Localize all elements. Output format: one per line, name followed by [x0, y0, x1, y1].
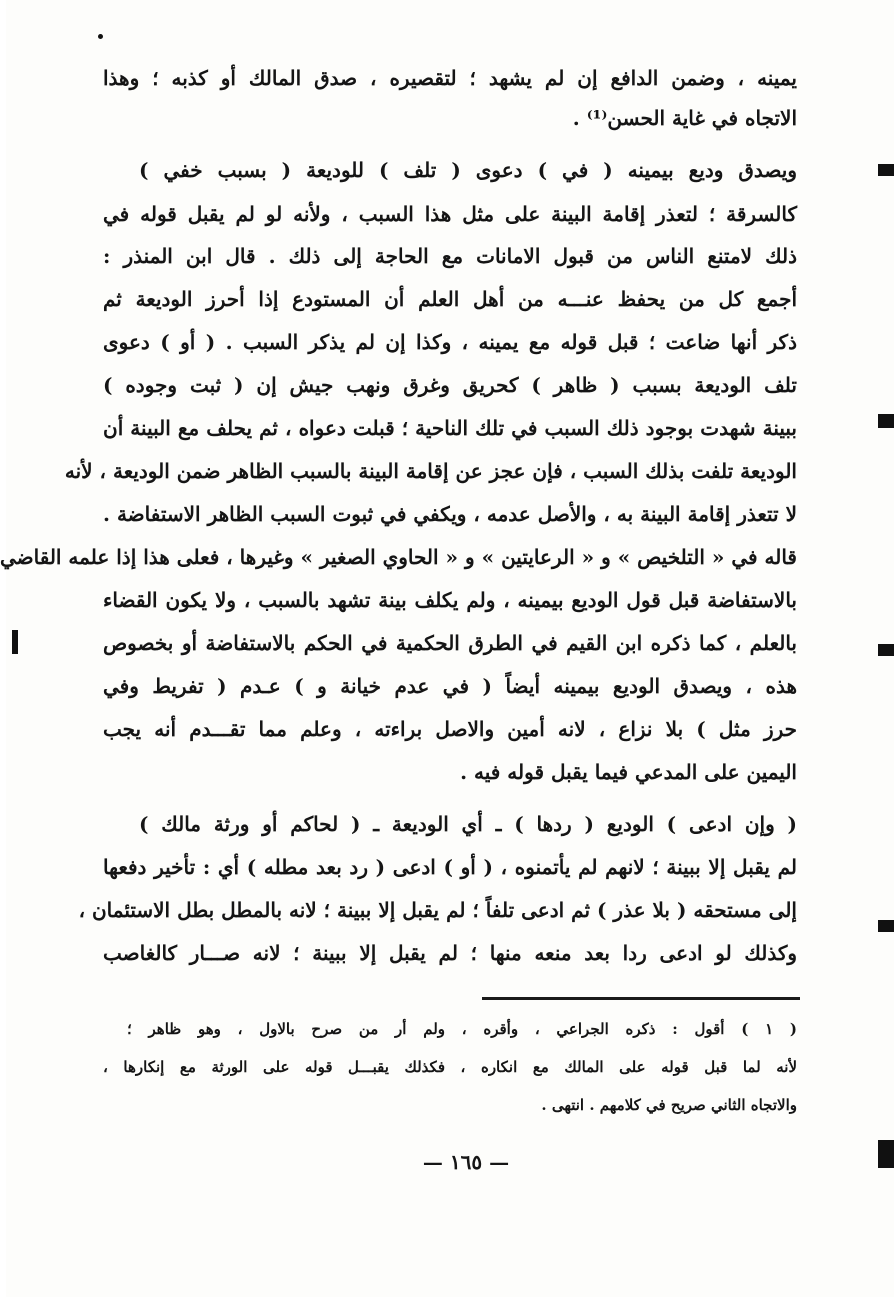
scan-mark-right-4 — [878, 920, 894, 932]
body-line: ذلك لامتنع الناس من قبول الامانات مع الحاجة إلى ذلك . قال ابن المنذر : — [103, 244, 797, 268]
body-line: ويصدق وديع بيمينه ( في ) دعوى ( تلف ) للوديعة ( بسبب خفي ) — [139, 158, 797, 182]
body-line: وكذلك لو ادعى ردا بعد منعه منها ؛ لم يقبل إلا ببينة ؛ لانه صـــار كالغاصب — [103, 941, 797, 965]
body-line: يمينه ، وضمن الدافع إن لم يشهد ؛ لتقصيره ، صدق المالك أو كذبه ؛ وهذا — [103, 66, 797, 90]
body-line: كالسرقة ؛ لتعذر إقامة البينة على مثل هذا السبب ، ولأنه لو لم يقبل قوله في — [103, 202, 797, 226]
body-line: بالاستفاضة قبل قول الوديع بيمينه ، ولم يكلف بينة تشهد بالسبب ، ولا يكون القضاء — [103, 588, 797, 612]
scan-mark-right-1 — [878, 164, 894, 176]
footnote-line: ( ١ ) أقول : ذكره الجراعي ، وأقره ، ولم أر من صرح بالاول ، وهو ظاهر ؛ — [127, 1020, 797, 1038]
body-line: بالعلم ، كما ذكره ابن القيم في الطرق الحكمية في الحكم بالاستفاضة أو بخصوص — [103, 631, 797, 655]
scan-mark-left-1 — [12, 630, 18, 654]
body-line: حرز مثل ) بلا نزاع ، لانه أمين والاصل براءته ، وعلم مما تقـــدم أنه يجب — [103, 717, 797, 741]
body-line: إلى مستحقه ( بلا عذر ) ثم ادعى تلفاً ؛ لم يقبل إلا ببينة ؛ لانه بالمطل بطل الاستئمان ، — [78, 898, 797, 922]
scan-mark-right-3 — [878, 644, 894, 656]
scan-mark-right-5 — [878, 1140, 894, 1168]
body-line: الاتجاه في غاية الحسن⁽¹⁾ . — [572, 106, 797, 130]
footnote-line: لأنه لما قبل قوله على المالك مع انكاره ، فكذلك يقبـــل قوله على الورثة مع إنكارها ، — [103, 1058, 797, 1076]
footnote-line: والاتجاه الثاني صريح في كلامهم . انتهى . — [541, 1096, 797, 1114]
footnote-separator — [482, 997, 800, 1000]
scan-mark-right-2 — [878, 414, 894, 428]
body-line: هذه ، ويصدق الوديع بيمينه أيضاً ( في عدم خيانة و ) عـدم ( تفريط وفي — [103, 674, 798, 698]
body-line: الوديعة تلفت بذلك السبب ، فإن عجز عن إقامة البينة بالسبب الظاهر ضمن الوديعة ، لأنه — [64, 459, 797, 483]
scan-mark-top — [98, 34, 103, 39]
body-line: قاله في « التلخيص » و « الرعايتين » و « الحاوي الصغير » وغيرها ، فعلى هذا إذا علمه القاضي — [0, 545, 797, 569]
body-line: ببينة شهدت بوجود ذلك السبب في تلك الناحية ؛ قبلت دعواه ، ثم يحلف مع البينة أن — [103, 416, 797, 440]
body-line: لا تتعذر إقامة البينة به ، والأصل عدمه ، ويكفي في ثبوت السبب الظاهر الاستفاضة . — [103, 502, 797, 526]
body-line: ذكر أنها ضاعت ؛ قبل قوله مع يمينه ، وكذا إن لم يذكر السبب . ( أو ) دعوى — [103, 330, 797, 354]
body-line: تلف الوديعة بسبب ( ظاهر ) كحريق وغرق ونهب جيش إن ( ثبت وجوده ) — [103, 373, 797, 397]
body-line: أجمع كل من يحفظ عنـــه من أهل العلم أن المستودع إذا أحرز الوديعة ثم — [103, 287, 797, 311]
body-line: اليمين على المدعي فيما يقبل قوله فيه . — [460, 760, 797, 784]
body-line: ( وإن ادعى ) الوديع ( ردها ) ـ أي الوديعة ـ ( لحاكم أو ورثة مالك ) — [139, 812, 797, 836]
page-number: — ١٦٥ — — [422, 1150, 510, 1174]
body-line: لم يقبل إلا ببينة ؛ لانهم لم يأتمنوه ، ( أو ) ادعى ( رد بعد مطله ) أي : تأخير دفعها — [103, 855, 797, 879]
